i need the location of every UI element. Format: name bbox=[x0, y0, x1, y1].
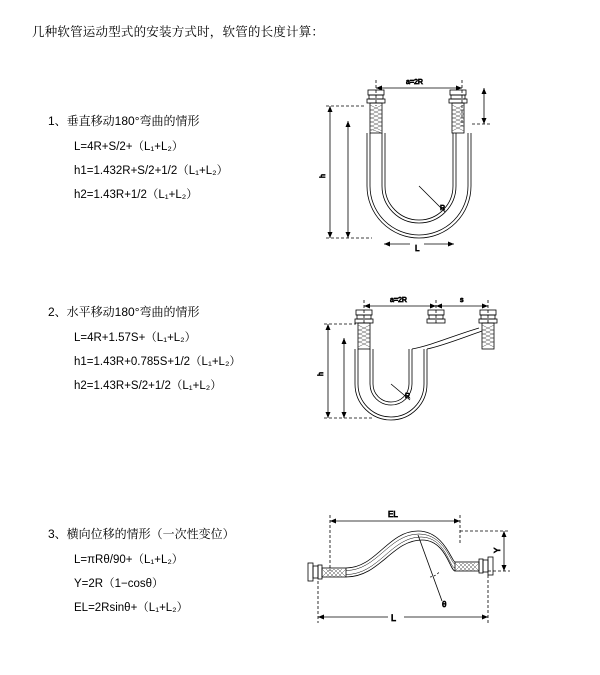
section-2-formula-3: h2=1.43R+S/2+1/2（L₁+L₂） bbox=[74, 380, 222, 392]
svg-text:h: h bbox=[318, 372, 325, 376]
section-2-formula-1: L=4R+1.57S+（L₁+L₂） bbox=[74, 332, 197, 344]
svg-text:h: h bbox=[320, 174, 327, 178]
section-1-formula-2: h1=1.432R+S/2+1/2（L₁+L₂） bbox=[74, 165, 229, 177]
section-2-formula-2: h1=1.43R+0.785S+1/2（L₁+L₂） bbox=[74, 356, 241, 368]
section-3-title: 3、横向位移的情形（一次性变位） bbox=[48, 527, 235, 541]
section-2-title: 2、水平移动180°弯曲的情形 bbox=[48, 305, 200, 319]
section-2 bbox=[48, 303, 241, 401]
svg-text:s: s bbox=[460, 297, 464, 304]
section-1-title: 1、垂直移动180°弯曲的情形 bbox=[48, 114, 200, 128]
section-1-formula-3: h2=1.43R+1/2（L₁+L₂） bbox=[74, 189, 198, 201]
section-3-formula-2: Y=2R（1−cosθ） bbox=[74, 578, 164, 590]
figure-lateral-offset bbox=[292, 505, 522, 640]
section-1 bbox=[48, 112, 228, 210]
section-3-formula-3: EL=2Rsinθ+（L₁+L₂） bbox=[74, 602, 189, 614]
figure-vertical-180-bend bbox=[312, 66, 512, 276]
svg-text:Y: Y bbox=[493, 547, 502, 553]
svg-text:a=2R: a=2R bbox=[390, 297, 407, 304]
svg-text:EL: EL bbox=[388, 510, 398, 519]
figure-horizontal-180-bend bbox=[312, 288, 512, 453]
svg-text:L: L bbox=[391, 613, 397, 623]
svg-text:a=2R: a=2R bbox=[406, 79, 423, 86]
svg-text:θ: θ bbox=[442, 600, 447, 609]
section-3-formula-1: L=πRθ/90+（L₁+L₂） bbox=[74, 554, 184, 566]
svg-text:R: R bbox=[440, 205, 446, 212]
svg-text:L: L bbox=[415, 244, 420, 253]
section-1-formula-1: L=4R+S/2+（L₁+L₂） bbox=[74, 141, 184, 153]
section-3 bbox=[48, 525, 235, 623]
svg-text:R: R bbox=[405, 393, 411, 400]
page-title: 几种软管运动型式的安装方式时，软管的长度计算： bbox=[32, 25, 325, 39]
